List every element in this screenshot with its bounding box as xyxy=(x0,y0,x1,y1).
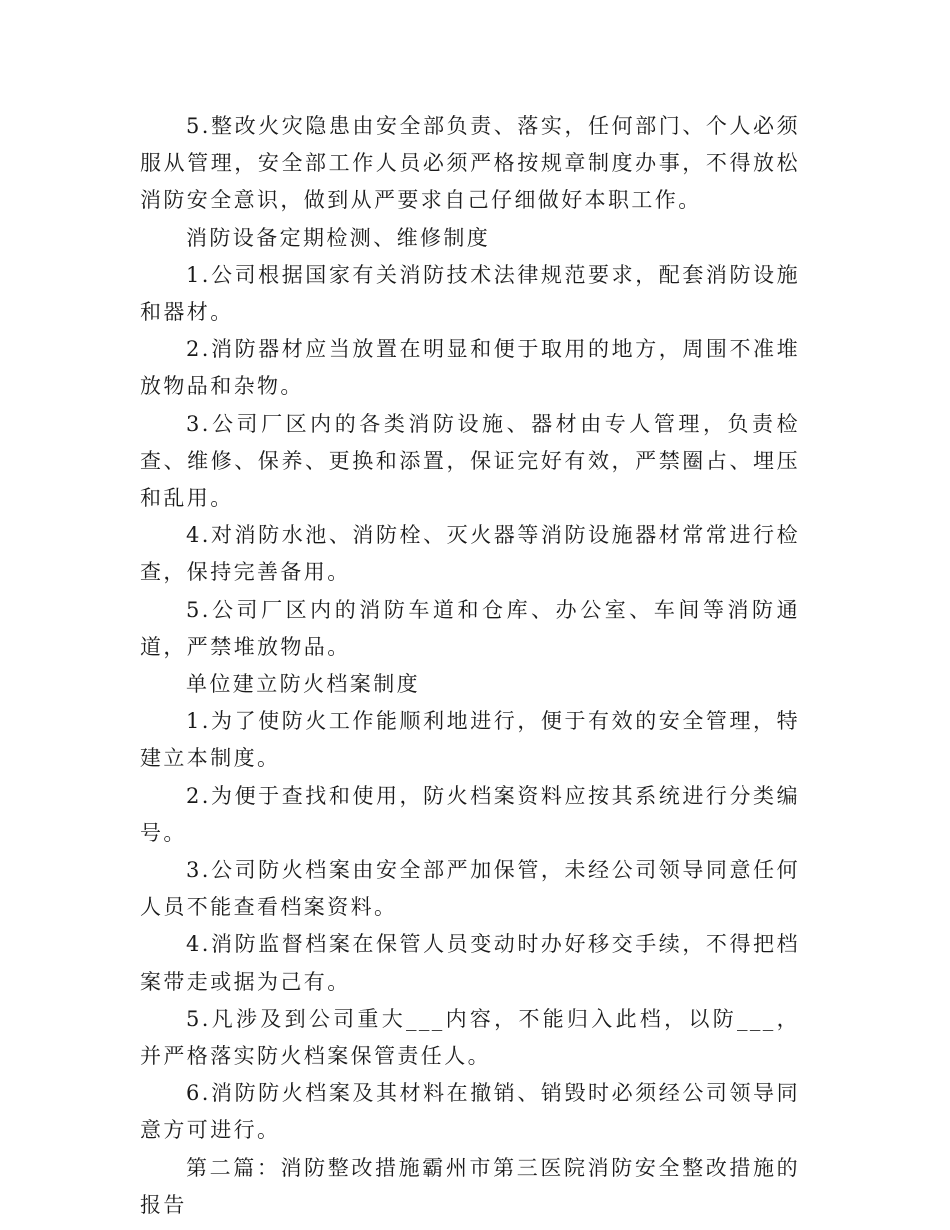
paragraph-equipment-item-2: 2.消防器材应当放置在明显和便于取用的地方，周围不准堆放物品和杂物。 xyxy=(140,337,800,399)
paragraph-rectification-item-5: 5.整改火灾隐患由安全部负责、落实，任何部门、个人必须服从管理，安全部工作人员必须严格按规章制度办事，不得放松消防安全意识，做到从严要求自己仔细做好本职工作。 xyxy=(140,114,800,213)
paragraph-equipment-item-5: 5.公司厂区内的消防车道和仓库、办公室、车间等消防通道，严禁堆放物品。 xyxy=(140,597,800,659)
paragraph-equipment-item-3: 3.公司厂区内的各类消防设施、器材由专人管理，负责检查、维修、保养、更换和添置，保证完好有效，严禁圈占、埋压和乱用。 xyxy=(140,411,800,511)
paragraph-equipment-item-4: 4.对消防水池、消防栓、灭火器等消防设施器材常常进行检查，保持完善备用。 xyxy=(140,523,800,585)
paragraph-equipment-item-1: 1.公司根据国家有关消防技术法律规范要求，配套消防设施和器材。 xyxy=(140,262,800,325)
section-heading-part-two: 第二篇：消防整改措施霸州市第三医院消防安全整改措施的报告 xyxy=(140,1155,800,1217)
section-heading-fire-archive: 单位建立防火档案制度 xyxy=(186,672,420,697)
paragraph-archive-item-1: 1.为了使防火工作能顺利地进行，便于有效的安全管理，特建立本制度。 xyxy=(140,709,800,771)
paragraph-archive-item-2: 2.为便于查找和使用，防火档案资料应按其系统进行分类编号。 xyxy=(140,783,800,845)
paragraph-archive-item-6: 6.消防防火档案及其材料在撤销、销毁时必须经公司领导同意方可进行。 xyxy=(140,1081,800,1143)
paragraph-archive-item-4: 4.消防监督档案在保管人员变动时办好移交手续，不得把档案带走或据为己有。 xyxy=(140,932,800,994)
paragraph-archive-item-3: 3.公司防火档案由安全部严加保管，未经公司领导同意任何人员不能查看档案资料。 xyxy=(140,858,800,920)
section-heading-equipment-inspection: 消防设备定期检测、维修制度 xyxy=(186,225,491,250)
document-body xyxy=(140,108,800,1224)
paragraph-archive-item-5: 5.凡涉及到公司重大___内容，不能归入此档，以防___，并严格落实防火档案保管责任人。 xyxy=(140,1006,800,1069)
